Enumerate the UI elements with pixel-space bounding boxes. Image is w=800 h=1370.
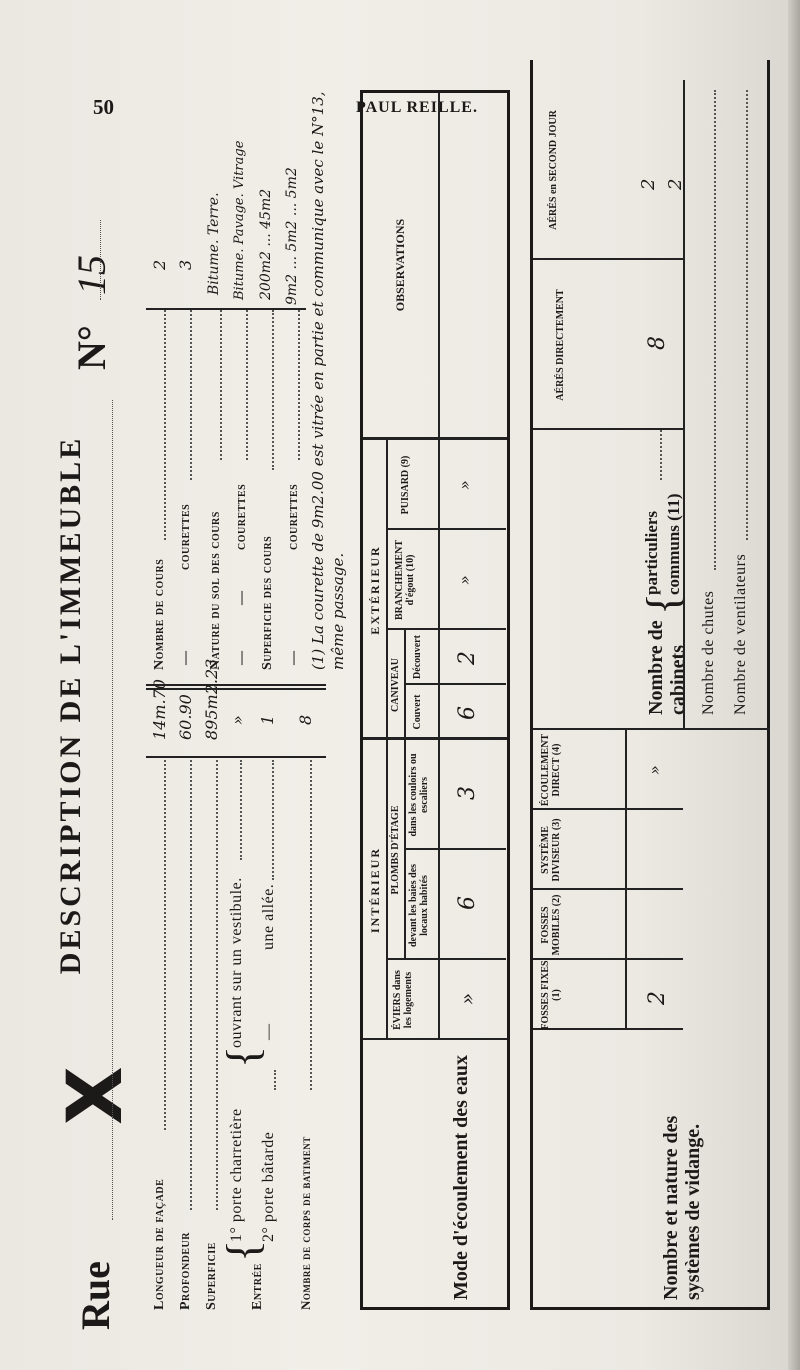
rue-label: Rue bbox=[73, 1261, 118, 1330]
exterieur-header: EXTÉRIEUR bbox=[368, 545, 382, 635]
rule bbox=[533, 728, 770, 730]
porte-charretiere: 1° porte charretière bbox=[228, 1108, 245, 1242]
dots bbox=[272, 310, 274, 470]
longueur-value: 14m.70 bbox=[150, 679, 169, 740]
branchement-header: BRANCHEMENT d'égout (10) bbox=[394, 540, 416, 621]
courettes-value: 3 bbox=[176, 259, 195, 270]
couvert-header: Couvert bbox=[412, 694, 423, 730]
rule bbox=[386, 740, 388, 1040]
rue-dotted-line bbox=[112, 400, 113, 1220]
particuliers-label: particuliers bbox=[642, 510, 661, 595]
superficie-cours-label: Superficie des cours bbox=[260, 535, 275, 670]
rule bbox=[386, 528, 506, 530]
profondeur-label: Profondeur bbox=[178, 1232, 193, 1310]
dots bbox=[216, 760, 218, 1210]
brace: { bbox=[637, 592, 688, 615]
interieur-header: INTÉRIEUR bbox=[368, 847, 382, 934]
form-title: DESCRIPTION DE L'IMMEUBLE bbox=[54, 435, 87, 975]
aeres-direct-value: 8 bbox=[645, 336, 670, 350]
nombre-cours-label: Nombre de cours bbox=[152, 558, 167, 670]
rule bbox=[363, 737, 507, 740]
entree-value-2: 1 bbox=[258, 714, 277, 725]
corps-label: Nombre de corps de batiment bbox=[298, 1136, 313, 1310]
dots bbox=[274, 1070, 276, 1090]
rule bbox=[386, 440, 388, 740]
longueur-label: Longueur de façade bbox=[152, 1178, 167, 1310]
dots bbox=[714, 90, 716, 570]
fosses-mobiles-header: FOSSES MOBILES (2) bbox=[540, 894, 562, 956]
number-dotted-line bbox=[100, 220, 101, 300]
dots bbox=[190, 760, 192, 1210]
ouvrant-vestibule: ouvrant sur un vestibule. bbox=[228, 877, 245, 1048]
dots bbox=[660, 430, 662, 480]
baies-header: devant les baies des locaux habités bbox=[408, 863, 430, 948]
handwritten-note: (1) La courette de 9m2.00 est vitrée en partie et communique avec le N°13, même passage. bbox=[309, 91, 347, 670]
ventilateurs-label: Nombre de ventilateurs bbox=[732, 553, 749, 715]
left-group-rule bbox=[146, 688, 326, 690]
couloirs-header: dans les couloirs ou escaliers bbox=[408, 753, 430, 837]
plombs-header: PLOMBS D'ÉTAGE bbox=[390, 805, 401, 895]
rule bbox=[363, 1038, 507, 1040]
ecoulement-direct-header: ÉCOULEMENT DIRECT (4) bbox=[540, 733, 562, 807]
entree-value-1: » bbox=[228, 715, 247, 725]
rule bbox=[363, 437, 507, 440]
number-value: 15 bbox=[69, 255, 114, 295]
dots bbox=[164, 760, 166, 1130]
rule bbox=[404, 683, 506, 685]
eviers-header: ÉVIERS dans les logements bbox=[392, 970, 414, 1030]
dash: — bbox=[234, 650, 249, 665]
vidange-label: Nombre et nature des systèmes de vidange. bbox=[660, 1115, 704, 1300]
number-label: N° bbox=[69, 325, 114, 370]
rule bbox=[386, 628, 506, 630]
puisard-value: » bbox=[455, 480, 474, 490]
rule bbox=[404, 740, 406, 960]
baies-value: 6 bbox=[455, 896, 480, 910]
running-head: PAUL REILLE. bbox=[356, 99, 478, 116]
page-number: 50 bbox=[93, 95, 114, 119]
nature-sol-value: Bitume. Terre. bbox=[206, 192, 222, 295]
rule bbox=[438, 93, 440, 440]
rule bbox=[683, 80, 685, 730]
ecoulement-label: Mode d'écoulement des eaux bbox=[450, 1055, 472, 1300]
couloirs-value: 3 bbox=[455, 786, 480, 800]
ecoulement-direct-value: » bbox=[645, 765, 664, 775]
dash: — bbox=[234, 590, 249, 605]
profondeur-value: 60.90 bbox=[176, 694, 195, 740]
couvert-value: 6 bbox=[455, 706, 480, 720]
rule bbox=[404, 630, 406, 740]
dash: — bbox=[260, 1023, 277, 1040]
dots bbox=[220, 310, 222, 460]
dash: — bbox=[178, 650, 193, 665]
communs-label: communs (11) bbox=[664, 493, 683, 595]
superficie-value: 895m2.23 bbox=[202, 658, 221, 740]
superficie-courettes-value: 9m2 ... 5m2 ... 5m2 bbox=[284, 167, 300, 305]
dots bbox=[272, 760, 274, 880]
chutes-label: Nombre de chutes bbox=[700, 590, 717, 715]
systeme-diviseur-header: SYSTÈME DIVISEUR (3) bbox=[540, 818, 562, 882]
aeres-second-value-2: 2 bbox=[665, 178, 686, 190]
nature-courettes-value: Bitume. Pavage. Vitrage bbox=[232, 140, 247, 300]
fosses-fixes-header: FOSSES FIXES (1) bbox=[540, 960, 562, 1030]
entree-label: Entrée bbox=[250, 1263, 265, 1310]
right-value-rule bbox=[146, 308, 306, 310]
dots bbox=[246, 310, 248, 460]
rule bbox=[438, 440, 440, 1040]
ecoulement-block bbox=[360, 90, 510, 1310]
une-allee: une allée. bbox=[260, 883, 277, 950]
nombre-cours-value: 2 bbox=[150, 259, 169, 270]
rule bbox=[625, 730, 627, 1030]
rotated-form bbox=[50, 80, 760, 1330]
dots bbox=[240, 760, 242, 860]
nature-sol-label: Nature du sol des cours bbox=[208, 511, 223, 670]
left-value-rule bbox=[146, 756, 326, 758]
puisard-header: PUISARD (9) bbox=[400, 455, 411, 515]
caniveau-header: CANIVEAU bbox=[390, 658, 401, 712]
courettes-label: courettes bbox=[234, 483, 249, 550]
dots bbox=[190, 310, 192, 480]
superficie-cours-value: 200m2 ... 45m2 bbox=[258, 188, 274, 300]
dots bbox=[164, 310, 166, 540]
courettes-label: courettes bbox=[286, 483, 301, 550]
dots bbox=[310, 760, 312, 1090]
fosses-fixes-value: 2 bbox=[645, 991, 670, 1005]
page-edge-shadow bbox=[788, 0, 800, 1370]
eviers-value: » bbox=[455, 992, 479, 1005]
rue-value: X bbox=[50, 1066, 139, 1125]
left-group-rule-2 bbox=[146, 684, 326, 686]
corps-value: 8 bbox=[296, 714, 315, 725]
aeres-second-header: AÉRÉS en SECOND JOUR bbox=[548, 110, 559, 230]
dots bbox=[298, 310, 300, 460]
decouvert-header: Découvert bbox=[412, 635, 423, 679]
superficie-label: Superficie bbox=[204, 1242, 219, 1310]
aeres-second-value-1: 2 bbox=[638, 178, 659, 190]
dash: — bbox=[286, 650, 301, 665]
courettes-label: courettes bbox=[178, 503, 193, 570]
observations-header: OBSERVATIONS bbox=[393, 218, 407, 312]
dots bbox=[746, 90, 748, 540]
cabinets-label: Nombre de cabinets bbox=[645, 620, 689, 715]
branchement-value: » bbox=[455, 575, 474, 585]
aeres-direct-header: AÉRÉS DIRECTEMENT bbox=[555, 289, 566, 401]
brace: { bbox=[217, 1045, 268, 1068]
brace: { bbox=[217, 1239, 268, 1262]
rule bbox=[404, 848, 506, 850]
decouvert-value: 2 bbox=[455, 651, 480, 665]
porte-batarde: 2° porte bâtarde bbox=[260, 1131, 277, 1242]
